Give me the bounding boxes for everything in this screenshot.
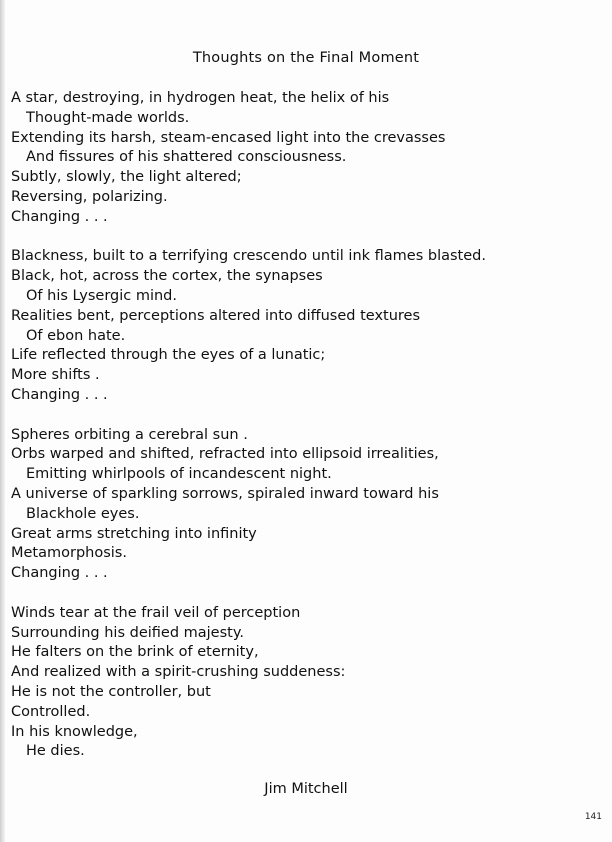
poem-line: Metamorphosis. [11, 545, 127, 562]
poem-body [11, 89, 601, 762]
stanza-gap [11, 406, 601, 426]
poem-line: Of his Lysergic mind. [26, 287, 177, 304]
stanza-gap [11, 584, 601, 604]
poem-line: Winds tear at the frail veil of perception [11, 604, 301, 621]
poem-line: Surrounding his deified majesty. [11, 624, 244, 641]
poem-line: Orbs warped and shifted, refracted into ellipsoid irrealities, [11, 446, 439, 463]
poem-line: Great arms stretching into infinity [11, 525, 257, 542]
page-number: 141 [584, 812, 602, 822]
poem-line: He falters on the brink of eternity, [11, 644, 259, 661]
poem-line: Changing . . . [11, 208, 108, 225]
poem-line: More shifts . [11, 367, 100, 384]
poem-line: Life reflected through the eyes of a lunatic; [11, 347, 326, 364]
poem-line: Controlled. [11, 703, 91, 720]
poem-line: Changing . . . [11, 386, 108, 403]
poem-line: Realities bent, perceptions altered into diffused textures [11, 307, 421, 324]
poem-line: And realized with a spirit-crushing suddeness: [11, 664, 346, 681]
poem-line: Reversing, polarizing. [11, 188, 168, 205]
poem-line: A star, destroying, in hydrogen heat, the helix of his [11, 90, 390, 106]
poem-line: Spheres orbiting a cerebral sun . [11, 426, 248, 443]
poem-line: He is not the controller, but [11, 683, 211, 700]
scan-edge-shadow [0, 0, 5, 842]
poem-line: A universe of sparkling sorrows, spiraled inward toward his [11, 485, 439, 502]
poem-line: Of ebon hate. [26, 327, 126, 344]
poem-title: Thoughts on the Final Moment [192, 50, 420, 66]
author-name: Jim Mitchell [264, 781, 348, 797]
stanza-gap [11, 228, 601, 248]
poem-line: Subtly, slowly, the light altered; [11, 169, 242, 186]
poem-line: Thought-made worlds. [26, 109, 190, 126]
poem-line: Emitting whirlpools of incandescent night. [26, 466, 332, 483]
poem-line: He dies. [26, 743, 85, 760]
poem-line: Blackness, built to a terrifying crescendo until ink flames blasted. [11, 248, 486, 265]
poem-line: Black, hot, across the cortex, the synapses [11, 268, 323, 285]
poem-line: Blackhole eyes. [26, 505, 140, 522]
poem-line: In his knowledge, [11, 723, 138, 740]
poem-line: Changing . . . [11, 565, 108, 582]
poem-line: And fissures of his shattered consciousness. [26, 149, 347, 166]
poem-line: Extending its harsh, steam-encased light into the crevasses [11, 129, 446, 146]
